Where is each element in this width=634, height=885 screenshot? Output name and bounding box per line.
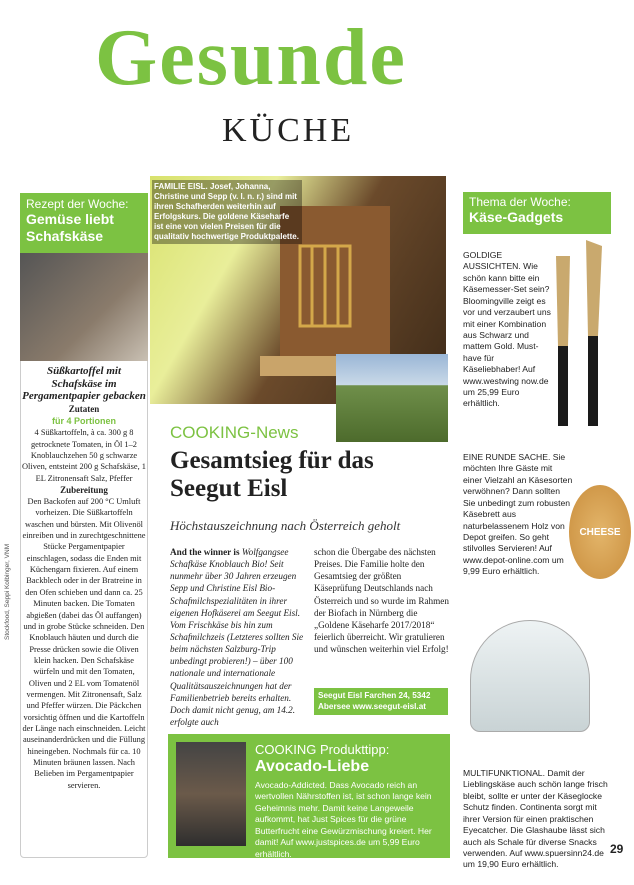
photo-caption: FAMILIE EISL. Josef, Johanna, Christine und Sepp (v. l. n. r.) sind mit ihren Schafherden weiterhin auf Erfolgskurs. Die goldene Käseharfe ist eine von vielen Preisen für die qualitativ hochwertige Produktpalette. [152,180,302,244]
article-body1: Wolfgangsee Schafkäse Knoblauch Bio! Seit nunmehr über 30 Jahren erzeugen Sepp und Christine Eisl Bio-Schafmilchspezialitäten in ihrer eigenen Hofkäserei am Seegut Eisl. Vom Frischkäse bis hin zum Schafmilchzeis (Letzteres sollten Sie beim nächsten Salzburg-Trip unbedingt probieren!) – über 100 nationale und internationale Qualitätsauszeichnungen hat der Familienbetrieb bereits erhalten. Doch damit nicht genug, am 14.2. erfolgte auch [170,547,304,727]
spice-jar-photo [176,742,246,846]
article-body-col1 [170,546,308,728]
page-subtitle: KÜCHE [222,112,355,149]
recipe-header [20,193,148,253]
zutaten-label: Zutaten [68,403,100,414]
article-lead: And the winner is [170,547,240,557]
cheese-board-photo: CHEESE [569,485,631,579]
article-body-col2: schon die Übergabe des nächsten Preises. Die Familie holte den Gesamtsieg der größten Käseprüfung Deutschlands nach Österreich und so wurde im Rahmen der Biofach in Nürnberg die „Goldene Käseharfe 2017/2018“ feierlich überreicht. Wir gratulieren und wünschen weiterhin viel Erfolg! [314,547,449,655]
ingredients: 4 Süßkartoffeln, à ca. 300 g 8 getrocknete Tomaten, in Öl 1–2 Knoblauchzehen 50 g schwarze Oliven, entsteint 200 g Schafskäse, 1 EL Zitronensaft Salz, Pfeffer [22,428,146,483]
recipe-kicker: Rezept der Woche: [26,197,129,211]
tip-headline: Avocado-Liebe [255,758,370,775]
gadget-item-board: EINE RUNDE SACHE. Sie möchten Ihre Gäste mit einer Vielzahl an Käsesorten verwöhnen? Dann sollten Sie unbedingt zum robusten Käsebrett aus naturbelassenem Holz von Depot greifen. So geht stilvolles Servieren! Auf www.depot-online.com um 9,99 Euro erhältlich. [463,452,573,577]
steps: Den Backofen auf 200 °C Umluft vorheizen. Die Süßkartoffeln waschen und bürsten. Mit Olivenöl einreiben und in zurechtgeschnittene Stücke Pergamentpapier einschlagen, sodass die Enden mit Küchengarn fixieren. Auf einem Backblech oder in der Bratreine in den Ofen schieben und dann ca. 25 Minuten backen. Die Tomaten abgießen (dabei das Öl auffangen) und in grobe Stücke schneiden. Den Knoblauch häuten und durch die Presse drücken sowie die Oliven klein hacken. Den Schafskäse würfeln und mit den Tomaten, Oliven und 2 EL vom Tomatenöl vermengen. Mit Zitronensaft, Salz und Pfeffer würzen. Die Päckchen vorsichtig öffnen und die Kartoffeln der Länge nach einschneiden. Leicht auseinanderdrücken und die Füllung hineingeben. Nochmals für ca. 10 Minuten bräunen lassen. Nach Belieben im Pergamentpapier servieren. [22,497,146,790]
tip-kicker: COOKING Produkttipp: [255,742,390,757]
photo-credit: Stockfood, Seppi Kolbinger, VNM [4,543,11,640]
page-number: 29 [610,842,624,856]
article-address: Seegut Eisl Farchen 24, 5342 Abersee www.seegut-eisl.at [314,688,448,715]
gadgets-kicker: Thema der Woche: [469,195,571,209]
zubereitung-label: Zubereitung [60,484,108,495]
family-inset-photo [336,354,448,442]
article-subhead: Höchstauszeichnung nach Österreich geholt [170,518,401,533]
recipe-text [22,365,146,791]
article-kicker: COOKING-News [170,423,299,442]
gadgets-headline: Käse-Gadgets [469,209,564,225]
page-title: Gesunde [95,14,407,102]
cheese-dome-photo [470,620,590,732]
recipe-headline: Gemüse liebt Schafskäse [26,211,114,244]
recipe-title: Süßkartoffel mit Schafskäse im Pergamentpapier gebacken [22,365,146,403]
cheese-knife-icon [548,236,608,432]
gadgets-header [463,192,611,234]
portions: für 4 Portionen [51,416,116,427]
gadget-item-knives: GOLDIGE AUSSICHTEN. Wie schön kann bitte ein Käsemesser-Set sein? Bloomingville zeigt es vor und verzaubert uns mit einer Kombination aus Schwarz und mattem Gold. Must-have für Käseliebhaber! Auf www.westwing now.de um 25,99 Euro erhältlich. [463,250,551,409]
recipe-photo [20,253,148,361]
article-headline: Gesamtsieg für das Seegut Eisl [170,447,374,502]
gadget-item-dome: MULTIFUNKTIONAL. Damit der Lieblingskäse auch schön lange frisch bleibt, sollte er unter der Käseglocke Schutz finden. Continenta sorgt mit ihrer Version für einen praktischen Eyecatcher. Die Glashaube lässt sich auch als Schale für diverse Snacks verwenden. Auf www.spuersinn24.de um 19,90 Euro erhältlich. [463,768,608,870]
tip-body: Avocado-Addicted. Dass Avocado reich an wertvollen Nährstoffen ist, ist schon lange kein Geheimnis mehr. Damit keine Langeweile aufkommt, hat Just Spices für die grüne Butterfrucht eine Gewürzmischung kreiert. Her damit! Auf www.justspices.de um 5,99 Euro erhältlich. [255,780,432,859]
